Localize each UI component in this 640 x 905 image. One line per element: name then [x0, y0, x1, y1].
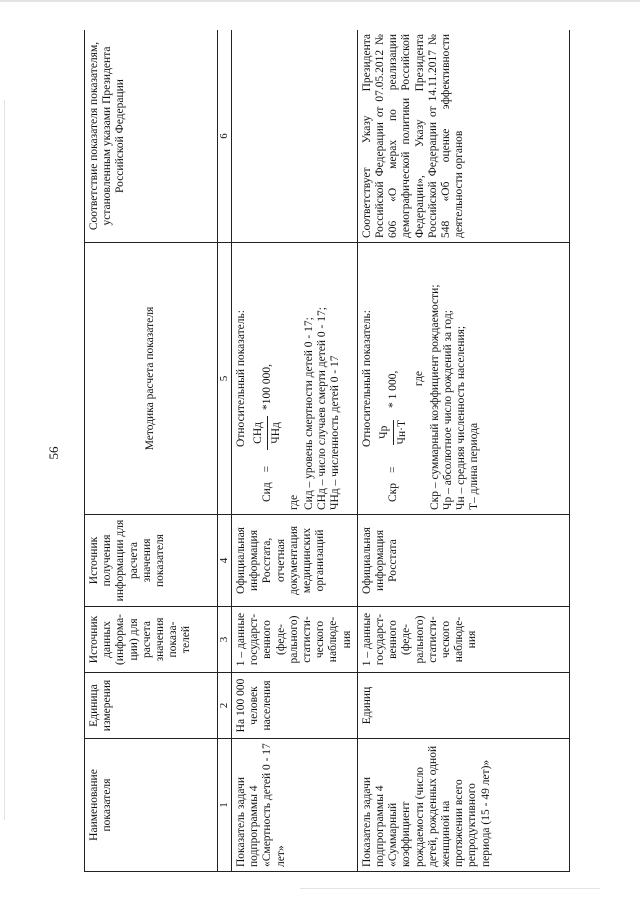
- formula-title: Относительный показатель:: [360, 310, 373, 447]
- column-number: 2: [218, 673, 232, 739]
- row-info-source: Официальная информация Росстата, отчетная документация медицинских организаций: [232, 515, 358, 607]
- formula-multiplier: * 1 000,: [387, 370, 400, 408]
- formula-equals: =: [387, 466, 400, 473]
- header-info-source: Источник получения информации для расчета значения показателя: [85, 515, 218, 607]
- formula-equals: =: [261, 465, 274, 473]
- column-number: 4: [218, 515, 232, 607]
- column-number: 5: [218, 243, 232, 515]
- row-unit: На 100 000 человек населения: [232, 673, 358, 739]
- formula-lhs: Сид: [261, 482, 274, 502]
- row-name: Показатель задачи подпрограммы 4 «Суммарный коэффициент рождаемости (число детей, рожденных одной женщиной на протяжении всего репродуктивного периода (15 - 49 лет)»: [357, 739, 569, 872]
- formula-definition: ЧНд – численность детей 0 - 17: [329, 355, 342, 510]
- formula-numerator: СНд: [252, 416, 268, 450]
- row-unit: Единиц: [357, 673, 569, 739]
- formula-fraction: [378, 414, 409, 450]
- table-row: [232, 30, 358, 872]
- header-name: Наименование показателя: [85, 739, 218, 872]
- formula-definition: Т– длина периода: [468, 422, 481, 510]
- row-info-source: Официальная информация Росстата: [357, 515, 569, 607]
- header-unit: Единица измерения: [85, 673, 218, 739]
- formula-multiplier: *100 000,: [261, 363, 274, 410]
- row-method: [232, 243, 358, 515]
- page-number: 56: [46, 446, 61, 460]
- row-compliance: Соответствует Указу Президента Российской Федерации от 07.05.2012 № 606 «О мерах по реализации демографической политики Российской Федерации», Указу Президента Российской Федерации от 14.11.2017 № 548 «Об оценке эффективности деятельности органов: [357, 30, 569, 243]
- formula-definition: СНд – число случаев смерти детей 0 - 17;: [316, 307, 329, 510]
- formula: [252, 247, 283, 502]
- row-data-source: 1 – данные государст-венного (феде-рального) статисти-ческого наблюде-ния: [232, 607, 358, 673]
- header-row: [85, 30, 218, 872]
- formula-definition: Сид – уровень смертности детей 0 - 17;: [302, 317, 315, 510]
- row-name: Показатель задачи подпрограммы 4 «Смертность детей 0 - 17 лет»: [232, 739, 358, 872]
- formula: [378, 247, 409, 502]
- column-number: 3: [218, 607, 232, 673]
- formula-lhs: Скр: [387, 482, 400, 502]
- document-sheet: [84, 30, 609, 872]
- header-compliance: Соответствие показателя показателям, установленным указами Президента Российской Федерации: [85, 30, 218, 243]
- formula-definition: Скр – суммарный коэффициент рождаемости;: [428, 284, 441, 510]
- table-row: [357, 30, 569, 872]
- formula-denominator: Чн·Т: [396, 420, 409, 445]
- header-data-source: Источник данных (информа-ции) для расчета значения показа-телей: [85, 607, 218, 673]
- row-method: [357, 243, 569, 515]
- formula-title: Относительный показатель:: [235, 310, 247, 447]
- formula-where: где: [413, 370, 426, 387]
- formula-definition: Чн – средняя численность населения;: [455, 325, 468, 510]
- header-method: Методика расчета показателя: [85, 243, 218, 515]
- rotated-table-container: [84, 30, 609, 872]
- formula-fraction: [252, 416, 283, 450]
- column-number: 1: [218, 739, 232, 872]
- indicators-table: [84, 30, 570, 872]
- formula-definition: Чр – абсолютное число рождений за год;: [441, 310, 454, 510]
- formula-numerator: Чр: [378, 420, 394, 445]
- formula-denominator: ЧНд: [270, 422, 283, 444]
- column-numbers-row: [218, 30, 232, 872]
- formula-where: где: [287, 494, 300, 510]
- row-data-source: 1 – данные государст-венного (феде-рального) статисти-ческого наблюде-ния: [357, 607, 569, 673]
- row-compliance: [232, 30, 358, 243]
- column-number: 6: [218, 30, 232, 243]
